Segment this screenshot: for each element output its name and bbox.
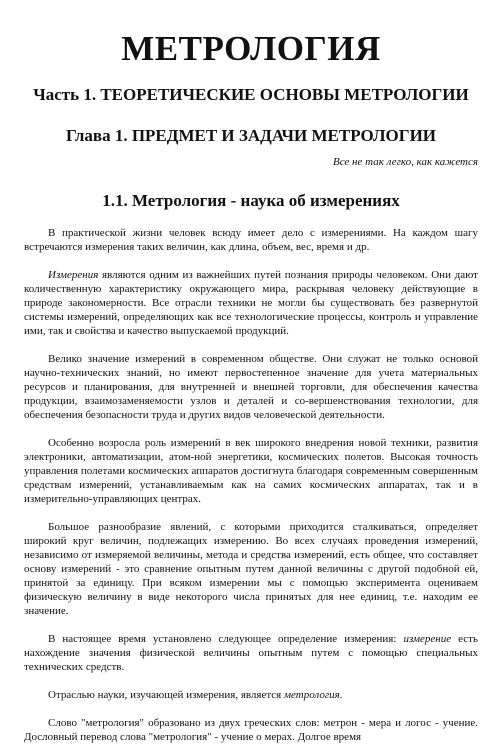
section-heading: 1.1. Метрология - наука об измерениях: [102, 191, 400, 211]
paragraph-7-text-after: .: [339, 688, 343, 701]
epigraph: Все не так легко, как кажется: [332, 156, 478, 169]
term-metrology: метрология: [284, 688, 340, 701]
paragraph-6-text-after: есть нахождение значения физической величины опытным путем с помощью специальных технических средств.: [24, 632, 478, 673]
paragraph-1: В практической жизни человек всюду имеет дело с измерениями. На каждом шагу встречаются измерения таких величин, как длина, объем, вес, время и др.: [24, 226, 478, 253]
part-heading: Часть 1. ТЕОРЕТИЧЕСКИЕ ОСНОВЫ МЕТРОЛОГИИ: [33, 84, 469, 104]
paragraph-6-text-before: В настоящее время установлено следующее определение измерения:: [48, 632, 404, 645]
paragraph-7: [24, 688, 478, 702]
paragraph-5: Большое разнообразие явлений, с которыми приходится сталкиваться, определяет широкий круг величин, подлежащих измерению. Во всех случаях проведения измерений, независимо от измеряемой величины, метода и средства измерений, есть общее, что составляет основу измерений - это сравнение опытным путем данной величины с другой подобной ей, принятой за единицу. При всяком измерении мы с помощью эксперимента оцениваем физическую величину в виде некоторого числа принятых для нее единиц, т.е. находим ее значение.: [24, 520, 478, 617]
paragraph-7-text-before: Отраслью науки, изучающей измерения, является: [48, 688, 284, 701]
chapter-heading: Глава 1. ПРЕДМЕТ И ЗАДАЧИ МЕТРОЛОГИИ: [65, 125, 437, 145]
paragraph-3: Велико значение измерений в современном обществе. Они служат не только основой научно-технических знаний, но имеют первостепенное значение для учета материальных ресурсов и планирования, для внутренней и внешней торговли, для обеспечения качества продукции, взаимозаменяемости узлов и деталей и со-вершенствования технологии, для обеспечения безопасности труда и других видов человеческой деятельности.: [24, 352, 478, 421]
document-title: МЕТРОЛОГИЯ: [121, 29, 381, 68]
term-measurement: измерение: [403, 632, 452, 645]
paragraph-8: Слово "метрология" образовано из двух греческих слов: метрон - мера и логос - учение. Дословный перевод слова "метрология" - учение о мерах. Долгое время: [24, 716, 478, 743]
paragraph-6: [24, 632, 478, 674]
paragraph-4: Особенно возросла роль измерений в век широкого внедрения новой техники, развития электроники, автоматизации, атом-ной энергетики, космических полетов. Высокая точность управления полетами космических аппаратов достигнута благодаря современным совершенным средствам измерений, устанавливаемым как на самих космических аппаратах, так и в измерительно-управляющих центрах.: [24, 436, 478, 505]
term-measurements: Измерения: [48, 268, 99, 281]
paragraph-2-text: являются одним из важнейших путей познания природы человеком. Они дают количественную характеристику окружающего мира, раскрывая человеку действующие в природе закономерности. Все отрасли техники не могли бы существовать без развернутой системы измерений, определяющих как все технологические процессы, контроль и управление ими, так и свойства и качество выпускаемой продукций.: [24, 268, 478, 337]
paragraph-2: [24, 268, 478, 338]
